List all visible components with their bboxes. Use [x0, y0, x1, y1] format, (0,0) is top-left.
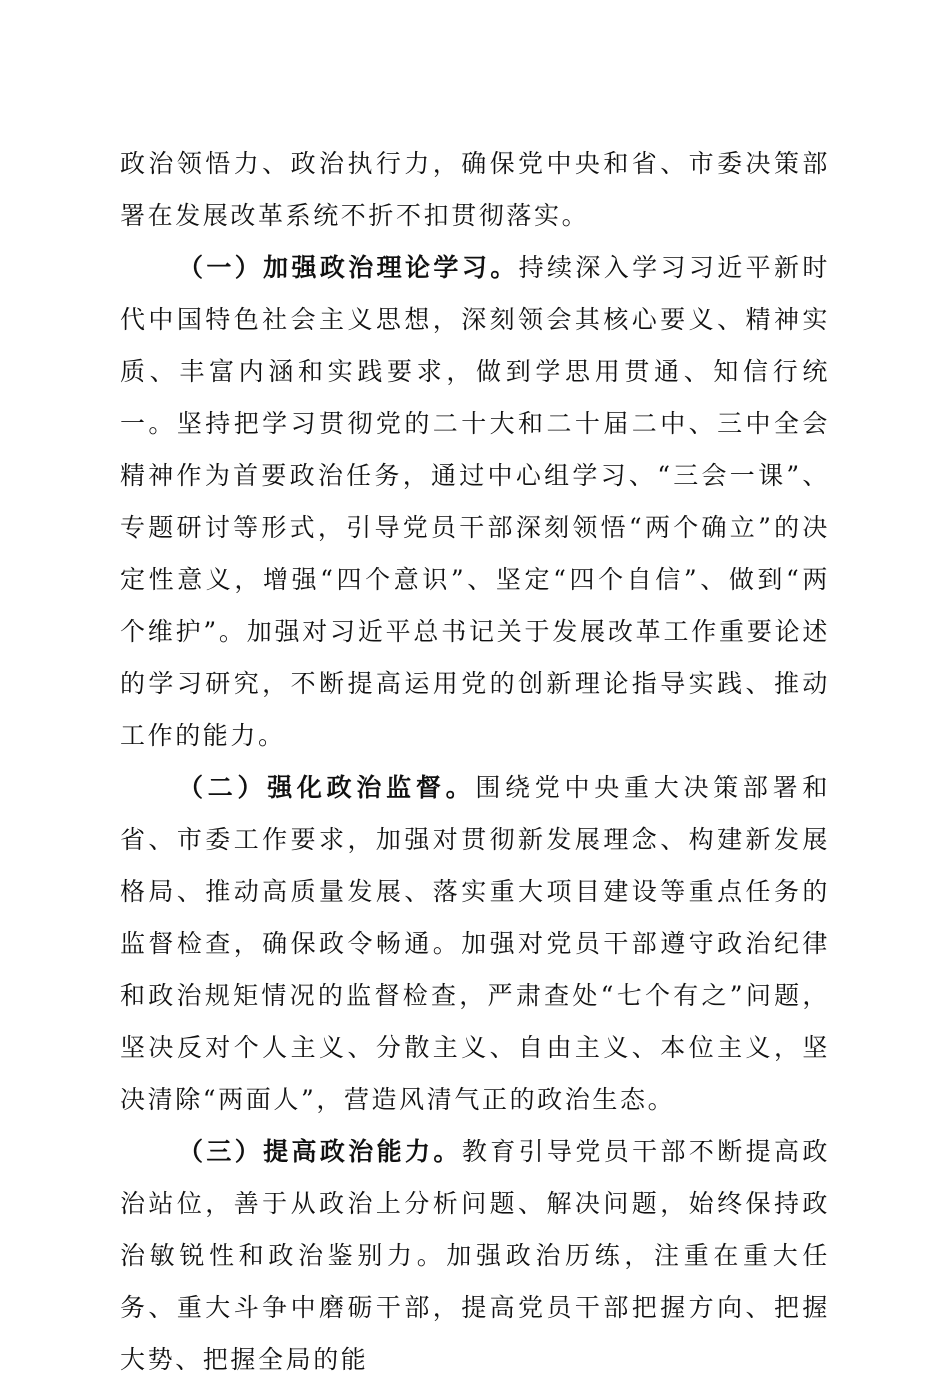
document-page: [120, 138, 830, 1386]
section-heading: （二）强化政治监督。: [178, 773, 476, 802]
paragraph-political-supervision: [120, 762, 830, 1126]
paragraph-body: 教育引导党员干部不断提高政治站位，善于从政治上分析问题、解决问题，始终保持政治敏锐性和政治鉴别力。加强政治历练，注重在重大任务、重大斗争中磨砺干部，提高党员干部把握方向、把握大势、把握全局的能: [120, 1137, 830, 1374]
section-heading: （三）提高政治能力。: [178, 1137, 462, 1166]
paragraph-continuation: [120, 138, 830, 242]
paragraph-body: 围绕党中央重大决策部署和省、市委工作要求，加强对贯彻新发展理念、构建新发展格局、推动高质量发展、落实重大项目建设等重点任务的监督检查，确保政令畅通。加强对党员干部遵守政治纪律和政治规矩情况的监督检查，严肃查处“七个有之”问题，坚决反对个人主义、分散主义、自由主义、本位主义，坚决清除“两面人”，营造风清气正的政治生态。: [120, 773, 830, 1114]
paragraph-political-ability: [120, 1126, 830, 1386]
paragraph-political-theory-study: [120, 242, 830, 762]
section-heading: （一）加强政治理论学习。: [178, 253, 519, 282]
paragraph-body: 持续深入学习习近平新时代中国特色社会主义思想，深刻领会其核心要义、精神实质、丰富内涵和实践要求，做到学思用贯通、知信行统一。坚持把学习贯彻党的二十大和二十届二中、三中全会精神作为首要政治任务，通过中心组学习、“三会一课”、专题研讨等形式，引导党员干部深刻领悟“两个确立”的决定性意义，增强“四个意识”、坚定“四个自信”、做到“两个维护”。加强对习近平总书记关于发展改革工作重要论述的学习研究，不断提高运用党的创新理论指导实践、推动工作的能力。: [120, 253, 830, 750]
paragraph-body: 政治领悟力、政治执行力，确保党中央和省、市委决策部署在发展改革系统不折不扣贯彻落实。: [120, 149, 830, 230]
